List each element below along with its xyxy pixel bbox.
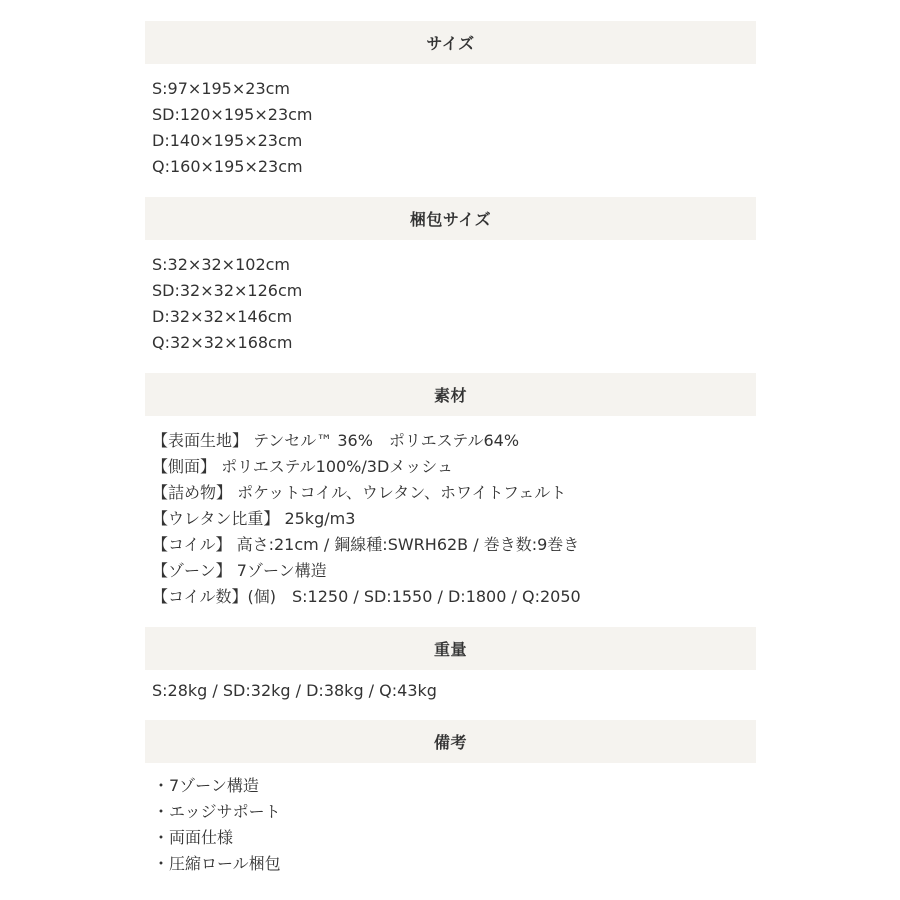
section-header-materials: 素材: [145, 373, 756, 416]
section-header-size: サイズ: [145, 21, 756, 64]
spec-line: SD:120×195×23cm: [152, 105, 313, 124]
spec-line: 【コイル数】(個) S:1250 / SD:1550 / D:1800 / Q:2050: [152, 587, 581, 606]
section-body-package-size: [145, 240, 756, 373]
spec-line: 【コイル】 高さ:21cm / 鋼線種:SWRH62B / 巻き数:9巻き: [152, 535, 580, 554]
note-item: ・圧縮ロール梱包: [153, 854, 281, 873]
spec-line: Q:160×195×23cm: [152, 157, 303, 176]
spec-line: S:28kg / SD:32kg / D:38kg / Q:43kg: [152, 681, 437, 700]
spec-line: 【表面生地】 テンセル™ 36% ポリエステル64%: [152, 431, 520, 450]
section-body-materials: [145, 416, 756, 627]
spec-line: 【ウレタン比重】 25kg/m3: [152, 509, 356, 528]
spec-line: 【側面】 ポリエステル100%/3Dメッシュ: [152, 457, 453, 476]
spec-line: S:32×32×102cm: [152, 255, 290, 274]
note-item: ・エッジサポート: [153, 802, 281, 821]
note-item: ・7ゾーン構造: [153, 776, 259, 795]
section-body-weight: [145, 670, 756, 720]
spec-line: 【詰め物】 ポケットコイル、ウレタン、ホワイトフェルト: [152, 483, 567, 502]
section-header-notes: 備考: [145, 720, 756, 763]
section-body-notes: [145, 763, 756, 894]
section-header-weight: 重量: [145, 627, 756, 670]
spec-line: 【ゾーン】 7ゾーン構造: [152, 561, 327, 580]
spec-line: S:97×195×23cm: [152, 79, 290, 98]
section-header-package-size: 梱包サイズ: [145, 197, 756, 240]
spec-line: D:140×195×23cm: [152, 131, 303, 150]
spec-line: SD:32×32×126cm: [152, 281, 303, 300]
spec-line: Q:32×32×168cm: [152, 333, 293, 352]
spec-table: [145, 21, 756, 894]
note-item: ・両面仕様: [153, 828, 234, 847]
spec-line: D:32×32×146cm: [152, 307, 293, 326]
section-body-size: [145, 64, 756, 197]
